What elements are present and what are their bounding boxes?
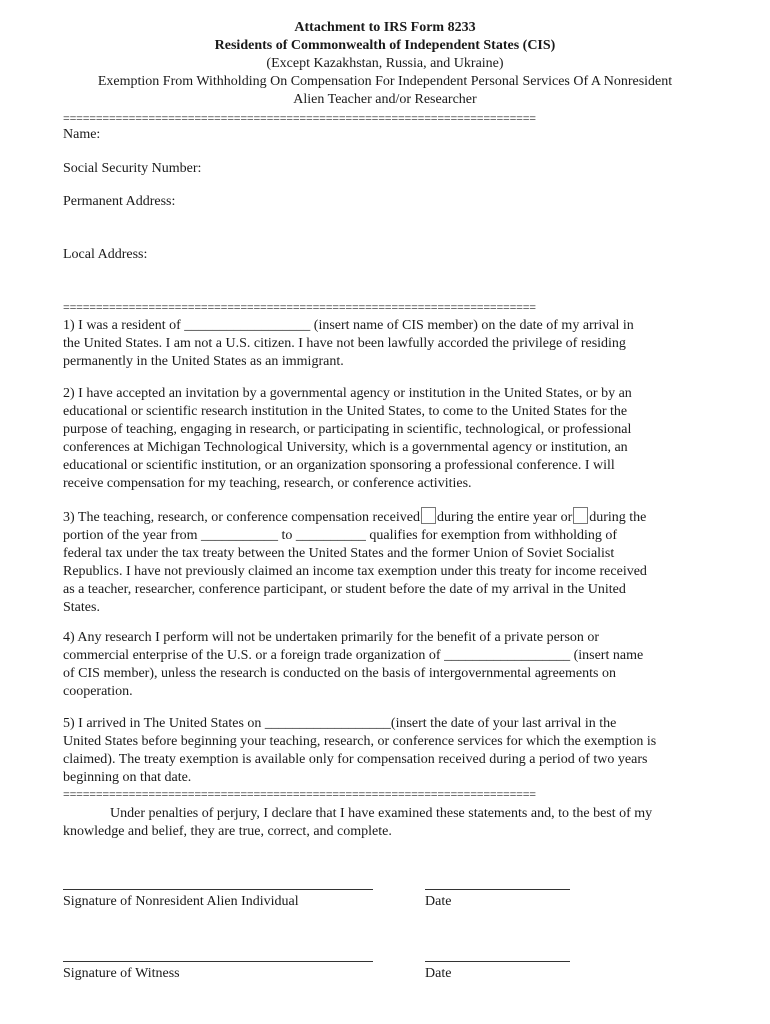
witness-signature-label: Signature of Witness	[63, 966, 180, 981]
alien-signature-label: Signature of Nonresident Alien Individual	[63, 894, 299, 909]
witness-date-label: Date	[425, 966, 452, 981]
portion-of-year-checkbox[interactable]	[573, 507, 588, 524]
alien-signature-line[interactable]	[63, 889, 373, 890]
divider-rule: ========================================================================	[63, 300, 536, 314]
entire-year-checkbox[interactable]	[421, 507, 436, 524]
witness-signature-line[interactable]	[63, 961, 373, 962]
local-address-label: Local Address:	[63, 247, 148, 262]
statement-3: 3) The teaching, research, or conference compensation received during the entire year or during the portion of the year from ___________ to __________ qualifies for exemption from withholding of federal tax under the tax treaty between the United States and the former Union of Soviet Socialist Republics. I have not previously claimed an income tax exemption under this treaty for income received as a teacher, researcher, conference participant, or student before the date of my arrival in the United States.	[63, 507, 705, 617]
statement-5: 5) I arrived in The United States on __________________(insert the date of your last arrival in the United States before beginning your teaching, research, or conference services for which the exemption is claimed). The treaty exemption is available only for compensation received during a period of two years beginning on that date.	[63, 716, 657, 785]
permanent-address-label: Permanent Address:	[63, 194, 176, 209]
name-label: Name:	[63, 127, 101, 142]
form-subtitle: Residents of Commonwealth of Independent States (CIS)	[214, 38, 556, 53]
witness-date-line[interactable]	[425, 961, 570, 962]
form-description-line-1: Exemption From Withholding On Compensation For Independent Personal Services Of A Nonresident	[97, 74, 673, 89]
statement-4: 4) Any research I perform will not be undertaken primarily for the benefit of a private person or commercial enterprise of the U.S. or a foreign trade organization of __________________ (insert name of CIS member), unless the research is conducted on the basis of intergovernmental agreements on cooperation.	[63, 630, 644, 699]
ssn-label: Social Security Number:	[63, 161, 202, 176]
form-exceptions: (Except Kazakhstan, Russia, and Ukraine)	[266, 56, 504, 71]
statement-2: 2) I have accepted an invitation by a governmental agency or institution in the United States, or by an educational or scientific research institution in the United States, to come to the United States for the purpose of teaching, engaging in research, or participating in scientific, technological, or professional conferences at Michigan Technological University, which is a governmental agency or institution, an educational or scientific institution, or an organization sponsoring a professional conference. I will receive compensation for my teaching, research, or conference activities.	[63, 386, 632, 491]
penalty-declaration: Under penalties of perjury, I declare that I have examined these statements and, to the best of my knowledge and belief, they are true, correct, and complete.	[63, 806, 653, 839]
divider-rule: ========================================================================	[63, 787, 536, 801]
divider-rule: ========================================================================	[63, 111, 536, 125]
form-title: Attachment to IRS Form 8233	[294, 20, 476, 35]
alien-date-label: Date	[425, 894, 452, 909]
form-description-line-2: Alien Teacher and/or Researcher	[293, 92, 477, 107]
alien-date-line[interactable]	[425, 889, 570, 890]
statement-1: 1) I was a resident of __________________ (insert name of CIS member) on the date of my arrival in the United States. I am not a U.S. citizen. I have not been lawfully accorded the privilege of residing permanently in the United States as an immigrant.	[63, 318, 634, 369]
